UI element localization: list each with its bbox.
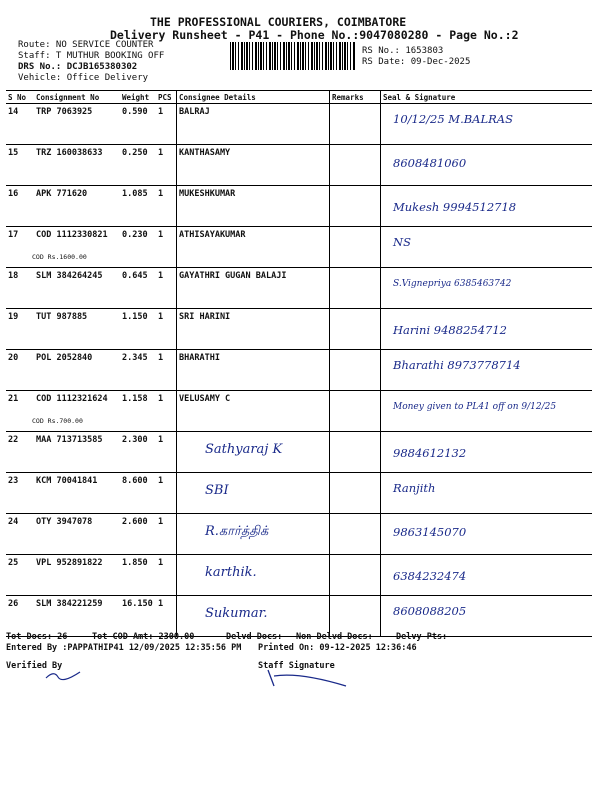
handwritten-signature: Bharathi 8973778714 xyxy=(393,358,521,372)
staff-label: Staff: T MUTHUR BOOKING OFF xyxy=(18,51,165,61)
row-pcs: 1 xyxy=(156,186,177,227)
col-signature: Seal & Signature xyxy=(381,91,593,104)
handwritten-consignee: karthik. xyxy=(205,565,257,580)
row-remarks xyxy=(330,309,381,350)
verified-signature-mark xyxy=(44,668,84,682)
row-weight: 2.345 xyxy=(120,350,156,391)
handwritten-signature: NS xyxy=(393,235,411,249)
table-row xyxy=(6,432,592,473)
table-row xyxy=(6,186,592,227)
table-row xyxy=(6,514,592,555)
vehicle-label: Vehicle: Office Delivery xyxy=(18,73,149,83)
row-weight: 0.645 xyxy=(120,268,156,309)
consignee-name: MUKESHKUMAR xyxy=(179,189,236,199)
col-consignee: Consignee Details xyxy=(177,91,330,104)
row-remarks xyxy=(330,555,381,596)
row-pcs: 1 xyxy=(156,227,177,268)
company-title: THE PROFESSIONAL COURIERS, COIMBATORE xyxy=(150,15,407,29)
row-remarks xyxy=(330,391,381,432)
row-weight: 2.600 xyxy=(120,514,156,555)
consignee-name: KANTHASAMY xyxy=(179,148,231,158)
row-weight: 1.158 xyxy=(120,391,156,432)
consignee-name: SRI HARINI xyxy=(179,312,231,322)
handwritten-consignee: SBI xyxy=(205,483,229,498)
table-row xyxy=(6,596,592,637)
row-sno: 21 xyxy=(6,391,34,432)
handwritten-signature: 8608088205 xyxy=(393,604,467,618)
consignment-number: COD 1112321624 xyxy=(36,394,108,404)
row-sno: 17 xyxy=(6,227,34,268)
table-row xyxy=(6,350,592,391)
row-sno: 19 xyxy=(6,309,34,350)
row-weight: 1.150 xyxy=(120,309,156,350)
consignment-number: APK 771620 xyxy=(36,189,88,199)
row-remarks xyxy=(330,268,381,309)
row-pcs: 1 xyxy=(156,555,177,596)
route-label: Route: NO SERVICE COUNTER xyxy=(18,40,154,50)
row-pcs: 1 xyxy=(156,473,177,514)
row-pcs: 1 xyxy=(156,268,177,309)
table-row xyxy=(6,309,592,350)
handwritten-signature: 9863145070 xyxy=(393,525,467,539)
consignee-name: BALRAJ xyxy=(179,107,210,117)
consignment-number: MAA 713713585 xyxy=(36,435,103,445)
row-sno: 22 xyxy=(6,432,34,473)
consignment-number: TUT 987885 xyxy=(36,312,88,322)
consignment-number: TRZ 160038633 xyxy=(36,148,103,158)
table-row xyxy=(6,555,592,596)
consignment-number: OTY 3947078 xyxy=(36,517,93,527)
row-pcs: 1 xyxy=(156,391,177,432)
handwritten-signature: 8608481060 xyxy=(393,156,467,170)
row-pcs: 1 xyxy=(156,514,177,555)
row-pcs: 1 xyxy=(156,432,177,473)
consignee-name: VELUSAMY C xyxy=(179,394,231,404)
consignment-number: SLM 384264245 xyxy=(36,271,103,281)
consignment-number: COD 1112330821 xyxy=(36,230,108,240)
runsheet-table xyxy=(6,90,592,637)
handwritten-signature: S.Vignepriya 6385463742 xyxy=(393,279,512,289)
row-weight: 8.600 xyxy=(120,473,156,514)
handwritten-consignee: R.கார்த்திக் xyxy=(205,524,269,539)
row-sno: 14 xyxy=(6,104,34,145)
handwritten-signature: Ranjith xyxy=(393,481,436,495)
row-weight: 16.150 xyxy=(120,596,156,637)
col-consignment: Consignment No xyxy=(34,91,120,104)
row-sno: 16 xyxy=(6,186,34,227)
handwritten-signature: 10/12/25 M.BALRAS xyxy=(393,112,513,126)
handwritten-consignee: Sukumar. xyxy=(205,606,268,621)
row-pcs: 1 xyxy=(156,104,177,145)
row-remarks xyxy=(330,473,381,514)
consignment-number: VPL 952891822 xyxy=(36,558,103,568)
row-remarks xyxy=(330,514,381,555)
staff-signature: Staff Signature xyxy=(258,661,335,671)
row-pcs: 1 xyxy=(156,596,177,637)
row-sno: 25 xyxy=(6,555,34,596)
row-remarks xyxy=(330,432,381,473)
row-remarks xyxy=(330,145,381,186)
row-weight: 1.850 xyxy=(120,555,156,596)
non-delivered-docs: Non Delvd Docs: xyxy=(296,632,373,642)
row-sno: 18 xyxy=(6,268,34,309)
row-sno: 23 xyxy=(6,473,34,514)
row-weight: 0.250 xyxy=(120,145,156,186)
printed-on: Printed On: 09-12-2025 12:36:46 xyxy=(258,643,417,653)
col-sno: S No xyxy=(6,91,34,104)
runsheet-title: Delivery Runsheet - P41 - Phone No.:9047080280 - Page No.:2 xyxy=(110,28,519,42)
rs-date: RS Date: 09-Dec-2025 xyxy=(362,57,471,67)
table-row xyxy=(6,145,592,186)
row-weight: 1.085 xyxy=(120,186,156,227)
row-sno: 26 xyxy=(6,596,34,637)
row-sno: 24 xyxy=(6,514,34,555)
rs-number: RS No.: 1653803 xyxy=(362,46,444,56)
table-row xyxy=(6,227,592,268)
cod-amount: COD Rs.1600.00 xyxy=(32,253,87,261)
row-sno: 20 xyxy=(6,350,34,391)
row-remarks xyxy=(330,350,381,391)
row-pcs: 1 xyxy=(156,145,177,186)
consignment-number: POL 2052840 xyxy=(36,353,93,363)
consignee-name: BHARATHI xyxy=(179,353,220,363)
col-remarks: Remarks xyxy=(330,91,381,104)
row-weight: 2.300 xyxy=(120,432,156,473)
consignee-name: GAYATHRI GUGAN BALAJI xyxy=(179,271,287,281)
table-row xyxy=(6,104,592,145)
handwritten-signature: Harini 9488254712 xyxy=(393,323,507,337)
row-weight: 0.230 xyxy=(120,227,156,268)
consignment-number: KCM 70041841 xyxy=(36,476,98,486)
consignment-number: TRP 7063925 xyxy=(36,107,93,117)
drs-number: DRS No.: DCJB165380302 xyxy=(18,62,138,72)
row-pcs: 1 xyxy=(156,309,177,350)
row-remarks xyxy=(330,104,381,145)
handwritten-signature: 9884612132 xyxy=(393,446,467,460)
handwritten-consignee: Sathyaraj K xyxy=(205,442,283,457)
cod-amount: COD Rs.700.00 xyxy=(32,417,83,425)
staff-signature-mark xyxy=(260,664,350,690)
col-weight: Weight xyxy=(120,91,156,104)
handwritten-signature: Mukesh 9994512718 xyxy=(393,200,517,214)
row-remarks xyxy=(330,227,381,268)
row-sno: 15 xyxy=(6,145,34,186)
row-remarks xyxy=(330,596,381,637)
entered-by: Entered By :PAPPATHIP41 12/09/2025 12:35:56 PM xyxy=(6,643,242,653)
table-header-row xyxy=(6,91,592,104)
consignment-number: SLM 384221259 xyxy=(36,599,103,609)
col-pcs: PCS xyxy=(156,91,177,104)
verified-by: Verified By xyxy=(6,661,63,671)
barcode xyxy=(230,42,356,70)
delivered-docs: Delvd Docs: xyxy=(226,632,283,642)
handwritten-signature: Money given to PL41 off on 9/12/25 xyxy=(393,402,557,412)
consignee-name: ATHISAYAKUMAR xyxy=(179,230,246,240)
row-remarks xyxy=(330,186,381,227)
row-weight: 0.590 xyxy=(120,104,156,145)
row-pcs: 1 xyxy=(156,350,177,391)
total-docs: Tot Docs: 26 xyxy=(6,632,68,642)
total-cod: Tot COD Amt: 2300.00 xyxy=(92,632,195,642)
table-row xyxy=(6,268,592,309)
handwritten-signature: 6384232474 xyxy=(393,569,467,583)
table-row xyxy=(6,391,592,432)
delivery-points: Delvy Pts: xyxy=(396,632,448,642)
table-row xyxy=(6,473,592,514)
